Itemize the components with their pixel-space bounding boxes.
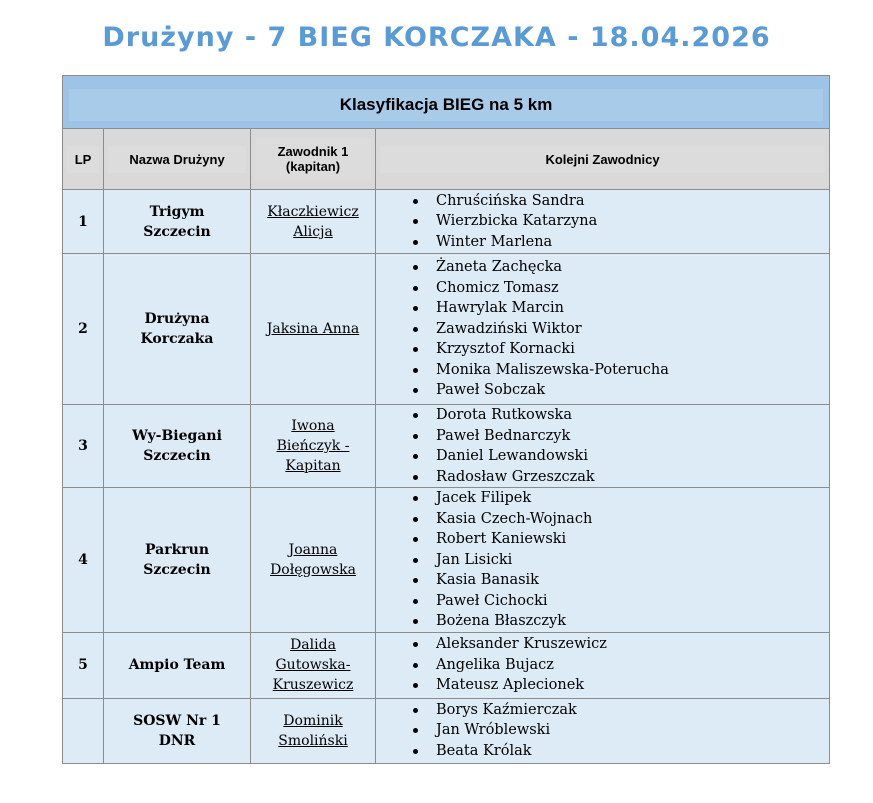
row-captain-cell — [251, 190, 376, 254]
header-team-label: Nazwa Drużyny — [108, 146, 246, 173]
members-list — [376, 700, 829, 762]
members-list — [376, 191, 829, 253]
header-lp-label: LP — [67, 146, 99, 173]
member-item: Zawadziński Wiktor — [436, 319, 829, 340]
row-lp: 3 — [63, 405, 104, 488]
member-item: Angelika Bujacz — [436, 655, 829, 676]
row-team-name: Drużyna Korczaka — [104, 254, 251, 405]
table-row — [63, 190, 830, 254]
member-item: Wierzbicka Katarzyna — [436, 211, 829, 232]
member-item: Aleksander Kruszewicz — [436, 634, 829, 655]
page-title: Drużyny - 7 BIEG KORCZAKA - 18.04.2026 — [102, 22, 771, 53]
row-lp — [63, 698, 104, 763]
member-item: Bożena Błaszczyk — [436, 611, 829, 632]
row-captain: Kłaczkiewicz Alicja — [267, 203, 359, 240]
row-captain-cell — [251, 632, 376, 698]
row-team-name: Wy-Biegani Szczecin — [104, 405, 251, 488]
row-members-cell — [376, 190, 830, 254]
table-caption: Klasyfikacja BIEG na 5 km — [69, 89, 823, 121]
header-captain — [251, 129, 376, 190]
member-item: Robert Kaniewski — [436, 529, 829, 550]
row-captain: Jaksina Anna — [266, 321, 360, 337]
header-captain-label: Zawodnik 1 (kapitan) — [255, 138, 371, 180]
caption-row — [63, 76, 830, 129]
member-item: Jan Lisicki — [436, 550, 829, 571]
table-row — [63, 698, 830, 763]
member-item: Beata Królak — [436, 741, 829, 762]
member-item: Hawrylak Marcin — [436, 298, 829, 319]
row-lp: 5 — [63, 632, 104, 698]
member-item: Dorota Rutkowska — [436, 405, 829, 426]
member-item: Radosław Grzeszczak — [436, 467, 829, 488]
teams-table — [62, 75, 830, 764]
row-captain: Dalida Gutowska-Kruszewicz — [272, 637, 354, 693]
table-row — [63, 254, 830, 405]
row-lp: 1 — [63, 190, 104, 254]
members-list — [376, 488, 829, 632]
row-members-cell — [376, 405, 830, 488]
header-members — [376, 129, 830, 190]
row-team-name: Parkrun Szczecin — [104, 488, 251, 633]
row-captain-cell — [251, 698, 376, 763]
row-lp: 4 — [63, 488, 104, 633]
row-team-name: Trigym Szczecin — [104, 190, 251, 254]
header-lp — [63, 129, 104, 190]
row-members-cell — [376, 698, 830, 763]
row-captain: Joanna Dołęgowska — [270, 541, 356, 578]
member-item: Borys Kaźmierczak — [436, 700, 829, 721]
header-members-label: Kolejni Zawodnicy — [380, 146, 825, 173]
member-item: Paweł Cichocki — [436, 591, 829, 612]
member-item: Kasia Czech-Wojnach — [436, 509, 829, 530]
member-item: Winter Marlena — [436, 232, 829, 253]
member-item: Paweł Sobczak — [436, 380, 829, 401]
members-list — [376, 257, 829, 401]
row-captain-cell — [251, 405, 376, 488]
header-row — [63, 129, 830, 190]
row-team-name: SOSW Nr 1 DNR — [104, 698, 251, 763]
members-list — [376, 634, 829, 696]
member-item: Kasia Banasik — [436, 570, 829, 591]
members-list — [376, 405, 829, 487]
row-captain: Iwona Bieńczyk - Kapitan — [276, 418, 350, 474]
table-caption-cell — [63, 76, 830, 129]
table-row — [63, 488, 830, 633]
member-item: Żaneta Zachęcka — [436, 257, 829, 278]
member-item: Daniel Lewandowski — [436, 446, 829, 467]
table-body — [63, 190, 830, 764]
row-lp: 2 — [63, 254, 104, 405]
row-team-name: Ampio Team — [104, 632, 251, 698]
member-item: Chruścińska Sandra — [436, 191, 829, 212]
member-item: Paweł Bednarczyk — [436, 426, 829, 447]
member-item: Monika Maliszewska-Poterucha — [436, 360, 829, 381]
row-captain-cell — [251, 488, 376, 633]
member-item: Jan Wróblewski — [436, 720, 829, 741]
member-item: Mateusz Aplecionek — [436, 675, 829, 696]
row-members-cell — [376, 632, 830, 698]
row-captain-cell — [251, 254, 376, 405]
member-item: Jacek Filipek — [436, 488, 829, 509]
row-members-cell — [376, 254, 830, 405]
row-captain: Dominik Smoliński — [278, 712, 348, 749]
member-item: Chomicz Tomasz — [436, 278, 829, 299]
header-team — [104, 129, 251, 190]
table-row — [63, 405, 830, 488]
row-members-cell — [376, 488, 830, 633]
table-row — [63, 632, 830, 698]
member-item: Krzysztof Kornacki — [436, 339, 829, 360]
